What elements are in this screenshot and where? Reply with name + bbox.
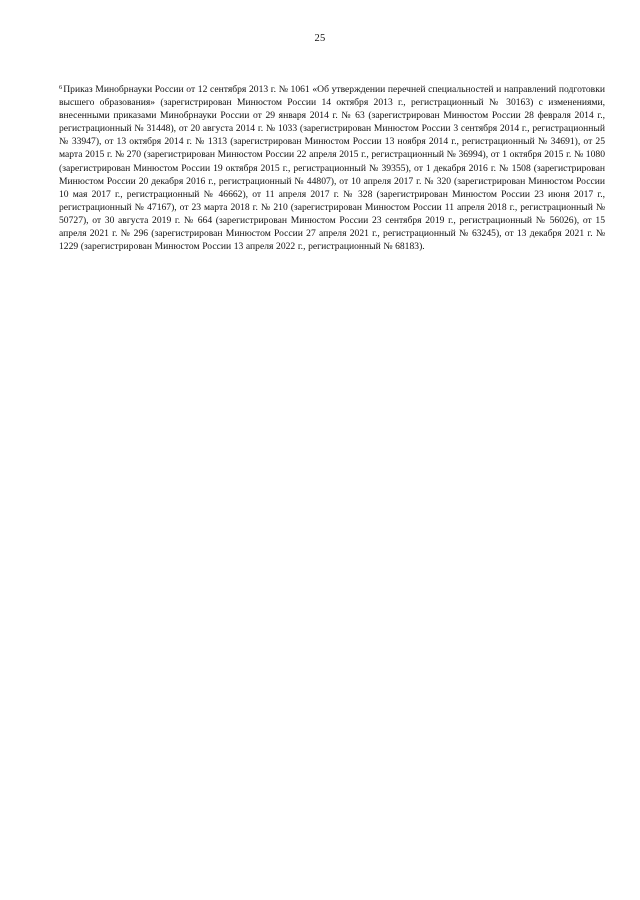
footnote-marker: 6: [59, 84, 63, 91]
page-number: 25: [314, 33, 326, 44]
footnote-text: Приказ Минобрнауки России от 12 сентября 2013 г. № 1061 «Об утверждении перечней специальностей и направлений подготовки высшего образования» (зарегистрирован Минюстом России 14 октября 2013 г., регистрационный № 30163) с изменениями, внесенными приказами Минобрнауки России от 29 января 2014 г. № 63 (зарегистрирован Минюстом России 28 февраля 2014 г., регистрационный № 31448), от 20 августа 2014 г. № 1033 (зарегистрирован Минюстом России 3 сентября 2014 г., регистрационный № 33947), от 13 октября 2014 г. № 1313 (зарегистрирован Минюстом России 13 ноября 2014 г., регистрационный № 34691), от 25 марта 2015 г. № 270 (зарегистрирован Минюстом России 22 апреля 2015 г., регистрационный № 36994), от 1 октября 2015 г. № 1080 (зарегистрирован Минюстом России 19 октября 2015 г., регистрационный № 39355), от 1 декабря 2016 г. № 1508 (зарегистрирован Минюстом России 20 декабря 2016 г., регистрационный № 44807), от 10 апреля 2017 г. № 320 (зарегистрирован Минюстом России 10 мая 2017 г., регистрационный № 46662), от 11 апреля 2017 г. № 328 (зарегистрирован Минюстом России 23 июня 2017 г., регистрационный № 47167), от 23 марта 2018 г. № 210 (зарегистрирован Минюстом России 11 апреля 2018 г., регистрационный № 50727), от 30 августа 2019 г. № 664 (зарегистрирован Минюстом России 23 сентября 2019 г., регистрационный № 56026), от 15 апреля 2021 г. № 296 (зарегистрирован Минюстом России 27 апреля 2021 г., регистрационный № 63245), от 13 декабря 2021 г. № 1229 (зарегистрирован Минюстом России 13 апреля 2022 г., регистрационный № 68183).: [59, 84, 605, 253]
footnote: [59, 81, 605, 253]
